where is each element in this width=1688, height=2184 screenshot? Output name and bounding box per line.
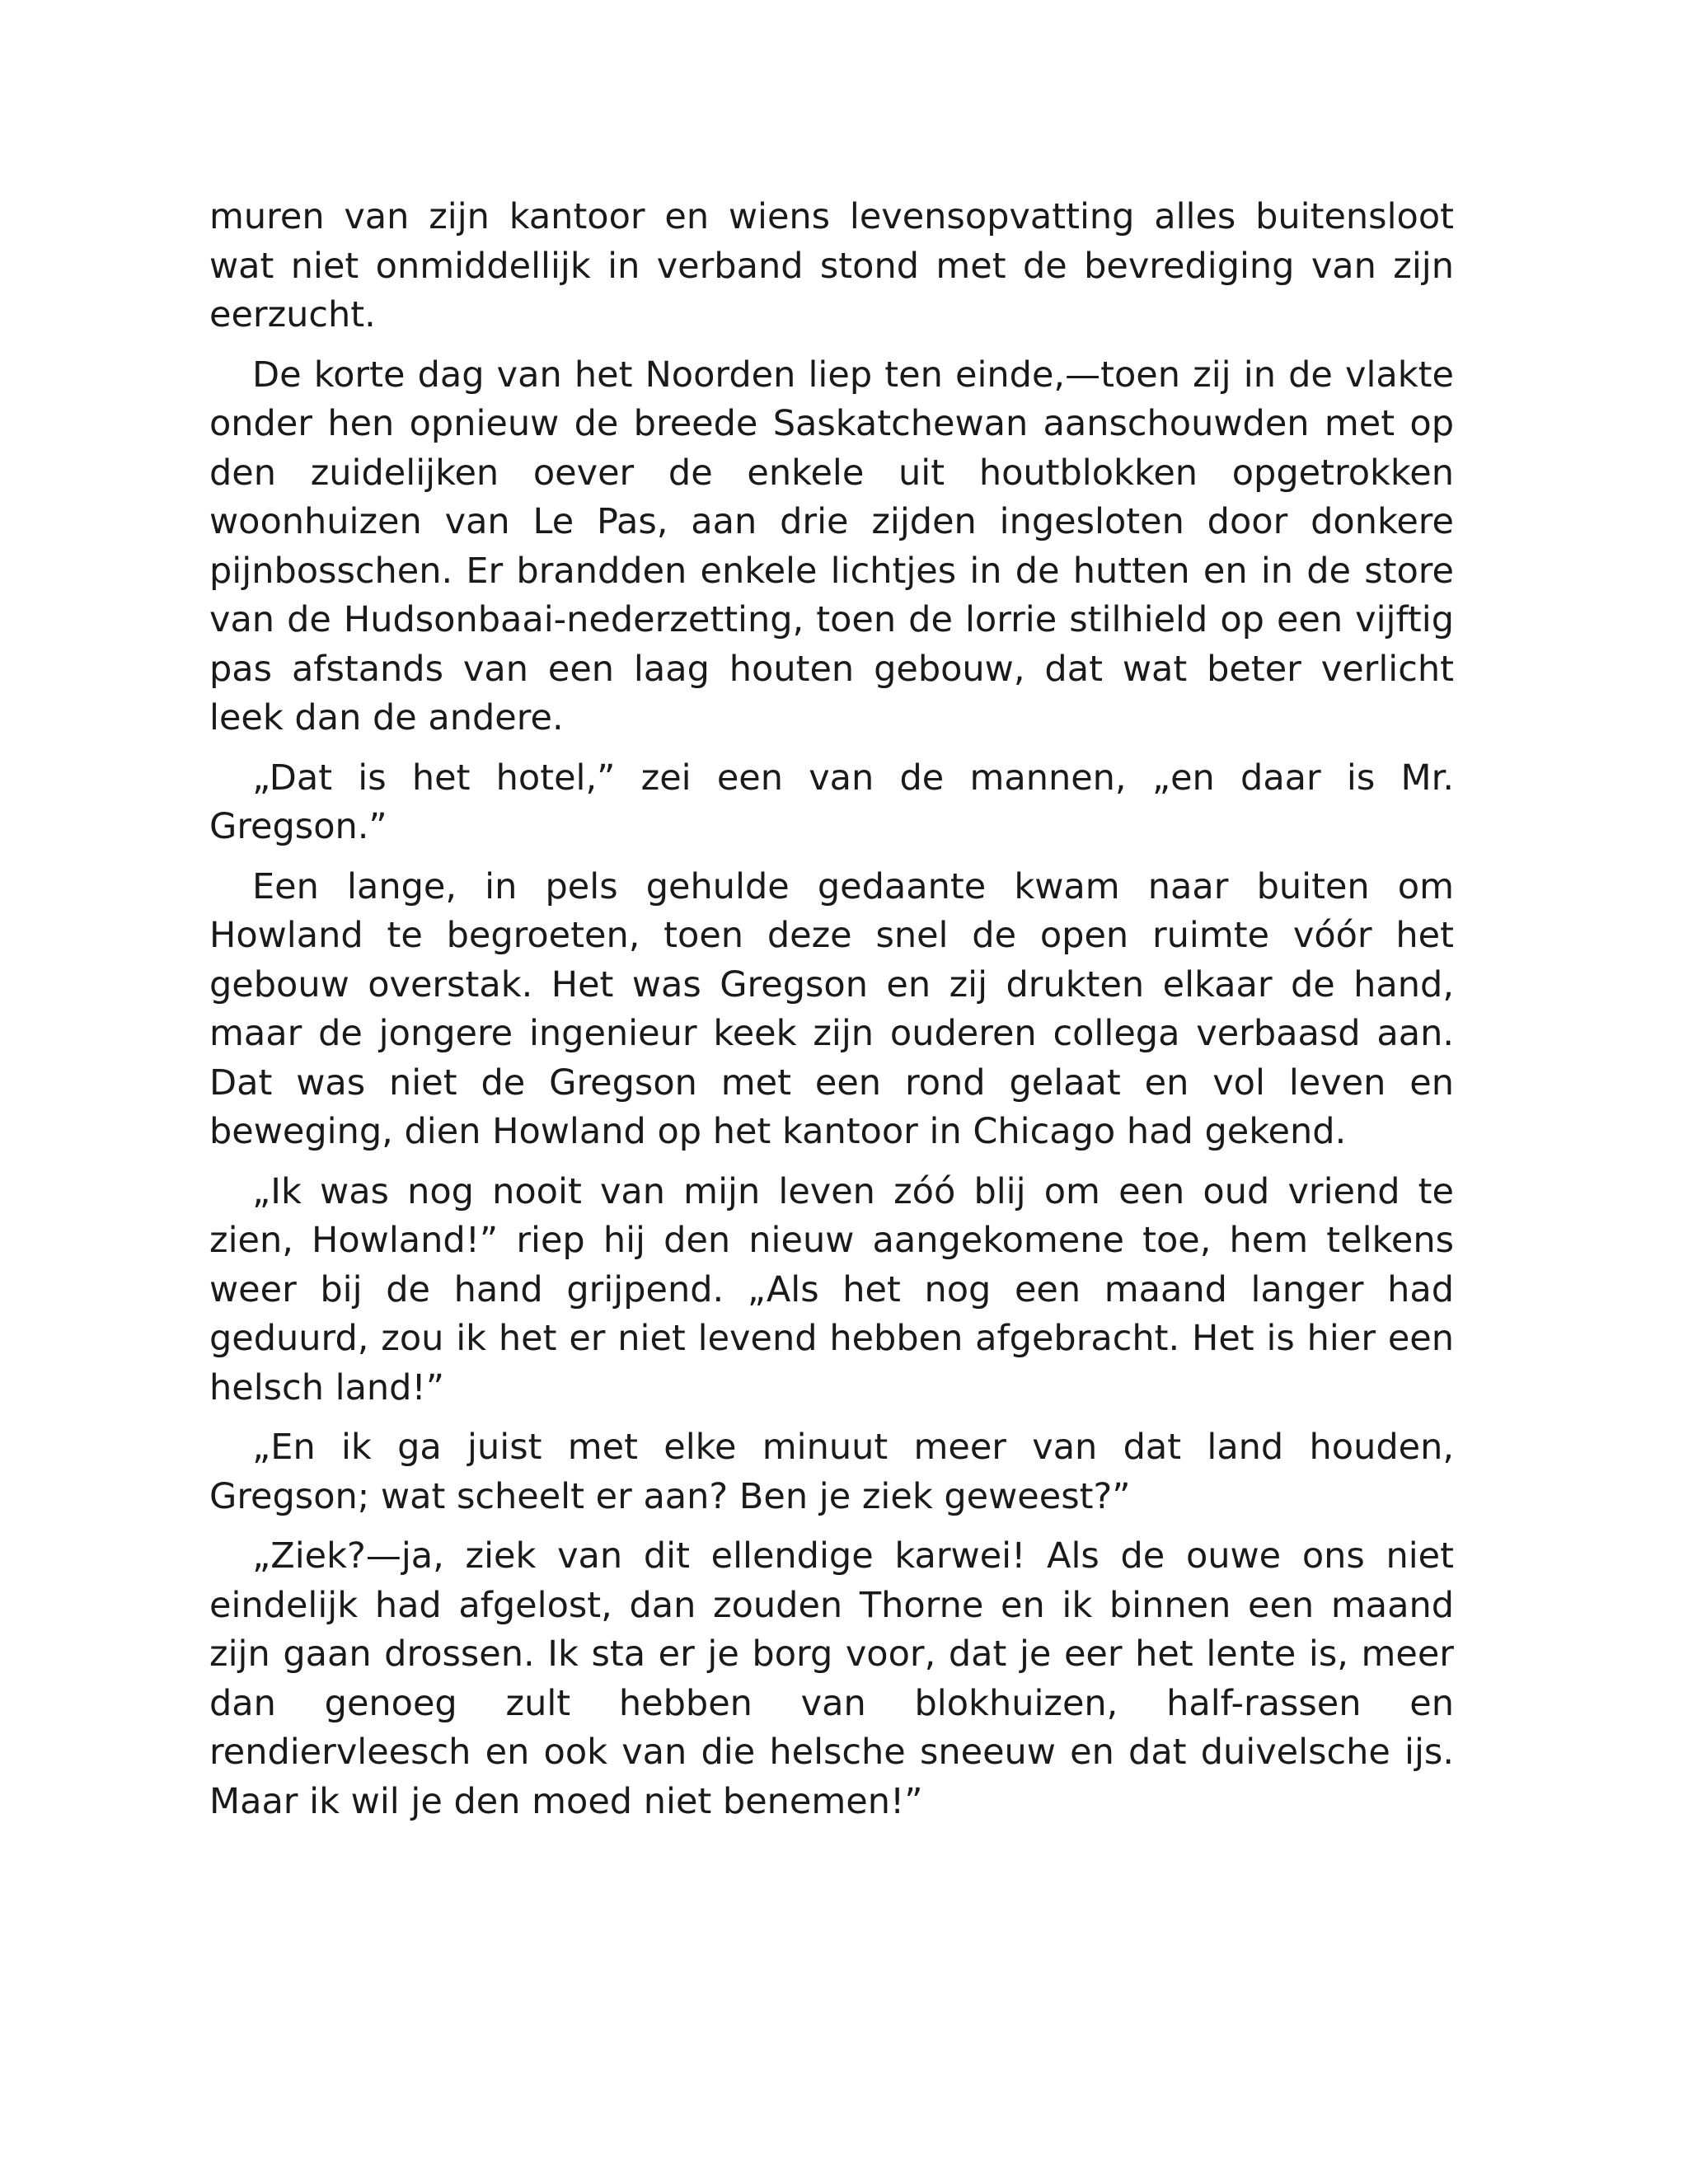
paragraph-arrival-le-pas: De korte dag van het Noorden liep ten einde,—toen zij in de vlakte onder hen opnieuw de breede Saskatchewan aanschouwden met op den zuidelijken oever de enkele uit houtblokken opgetrokken woonhuizen van Le Pas, aan drie zijden ingesloten door donkere pijnbosschen. Er brandden enkele lichtjes in de hutten en in de store van de Hudsonbaai-nederzetting, toen de lorrie stilhield op een vijftig pas afstands van een laag houten gebouw, dat wat beter verlicht leek dan de andere.	[209, 354, 1454, 738]
paragraph-gregson-exclaims: „Ik was nog nooit van mijn leven zóó blij om een oud vriend te zien, Howland!” riep hij den nieuw aangekomene toe, hem telkens weer bij de hand grijpend. „Als het nog een maand langer had geduurd, zou ik het er niet levend hebben afgebracht. Het is hier een helsch land!”	[209, 1170, 1454, 1408]
paragraph-continuation: muren van zijn kantoor en wiens levensopvatting alles buitensloot wat niet onmiddellijk in verband stond met de bevrediging van zijn eerzucht.	[209, 196, 1454, 335]
paragraph-howland-reply: „En ik ga juist met elke minuut meer van dat land houden, Gregson; wat scheelt er aan? Ben je ziek geweest?”	[209, 1427, 1454, 1517]
paragraph-gregson-complaint: „Ziek?—ja, ziek van dit ellendige karwei! Als de ouwe ons niet eindelijk had afgelost, dan zouden Thorne en ik binnen een maand zijn gaan drossen. Ik sta er je borg voor, dat je eer het lente is, meer dan genoeg zult hebben van blokhuizen, half-rassen en rendiervleesch en ook van die helsche sneeuw en dat duivelsche ijs. Maar ik wil je den moed niet benemen!”	[209, 1535, 1454, 1822]
paragraph-gregson-greeting: Een lange, in pels gehulde gedaante kwam naar buiten om Howland te begroeten, toen deze snel de open ruimte vóór het gebouw overstak. Het was Gregson en zij drukten elkaar de hand, maar de jongere ingenieur keek zijn ouderen collega verbaasd aan. Dat was niet de Gregson met een rond gelaat en vol leven en beweging, dien Howland op het kantoor in Chicago had gekend.	[209, 865, 1454, 1152]
paragraph-hotel-dialogue: „Dat is het hotel,” zei een van de mannen, „en daar is Mr. Gregson.”	[209, 757, 1454, 847]
book-page	[209, 193, 1454, 1837]
